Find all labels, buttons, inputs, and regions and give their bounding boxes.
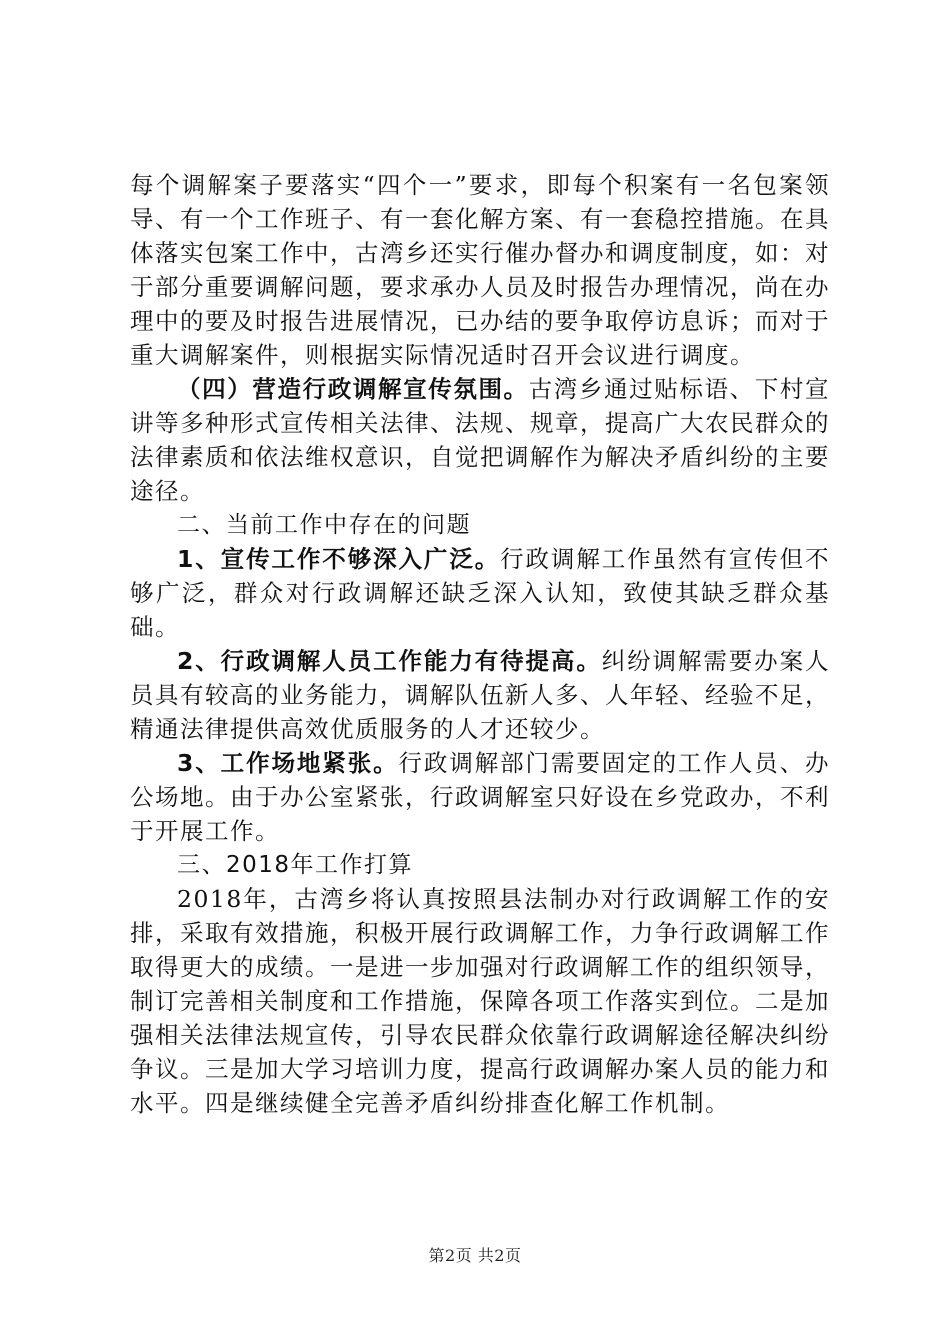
problem-item-1 xyxy=(130,542,830,644)
paragraph-case-requirements: 每个调解案子要落实“四个一”要求，即每个积案有一名包案领导、有一个工作班子、有一套化解方案、有一套稳控措施。在具体落实包案工作中，古湾乡还实行催办督办和调度制度，如：对于部分重要调解问题，要求承办人员及时报告办理情况，尚在办理中的要及时报告进展情况，已办结的要争取停访息诉；而对于重大调解案件，则根据实际情况适时召开会议进行调度。 xyxy=(130,171,830,369)
paragraph-publicity-body: 古湾乡通过贴标语、下村宣讲等多种形式宣传相关法律、法规、规章，提高广大农民群众的法律素质和依法维权意识，自觉把调解作为解决矛盾纠纷的主要途径。 xyxy=(130,375,831,505)
problem-item-2 xyxy=(130,644,830,746)
paragraph-2018-plan: 2018年，古湾乡将认真按照县法制办对行政调解工作的安排，采取有效措施，积极开展行政调解工作，力争行政调解工作取得更大的成绩。一是进一步加强对行政调解工作的组织领导，制订完善相关制度和工作措施，保障各项工作落实到位。二是加强相关法律法规宣传，引导农民群众依靠行政调解途径解决纠纷争议。三是加大学习培训力度，提高行政调解办案人员的能力和水平。四是继续健全完善矛盾纠纷排查化解工作机制。 xyxy=(130,885,830,1117)
problem-item-2-lead: 2、行政调解人员工作能力有待提高。 xyxy=(177,647,602,675)
section-heading-plans: 三、2018年工作打算 xyxy=(177,852,414,878)
problem-item-3-body: 行政调解部门需要固定的工作人员、办公场地。由于办公室紧张，行政调解室只好设在乡党政办，不利于开展工作。 xyxy=(130,749,831,845)
paragraph-publicity-atmosphere xyxy=(130,372,830,508)
page-number-footer: 第2页 共2页 xyxy=(428,1246,522,1265)
problem-item-3 xyxy=(130,746,830,848)
problem-item-1-body: 行政调解工作虽然有宣传但不够广泛，群众对行政调解还缺乏深入认知，致使其缺乏群众基础。 xyxy=(130,545,830,641)
document-body xyxy=(130,168,830,1120)
problem-item-2-body: 纠纷调解需要办案人员具有较高的业务能力，调解队伍新人多、人年轻、经验不足，精通法律提供高效优质服务的人才还较少。 xyxy=(130,647,830,743)
problem-item-3-lead: 3、工作场地紧张。 xyxy=(177,749,399,777)
problem-item-1-lead: 1、宣传工作不够深入广泛。 xyxy=(177,545,501,573)
section-lead-publicity: （四）营造行政调解宣传氛围。 xyxy=(177,375,529,403)
section-heading-problems: 二、当前工作中存在的问题 xyxy=(177,512,471,538)
